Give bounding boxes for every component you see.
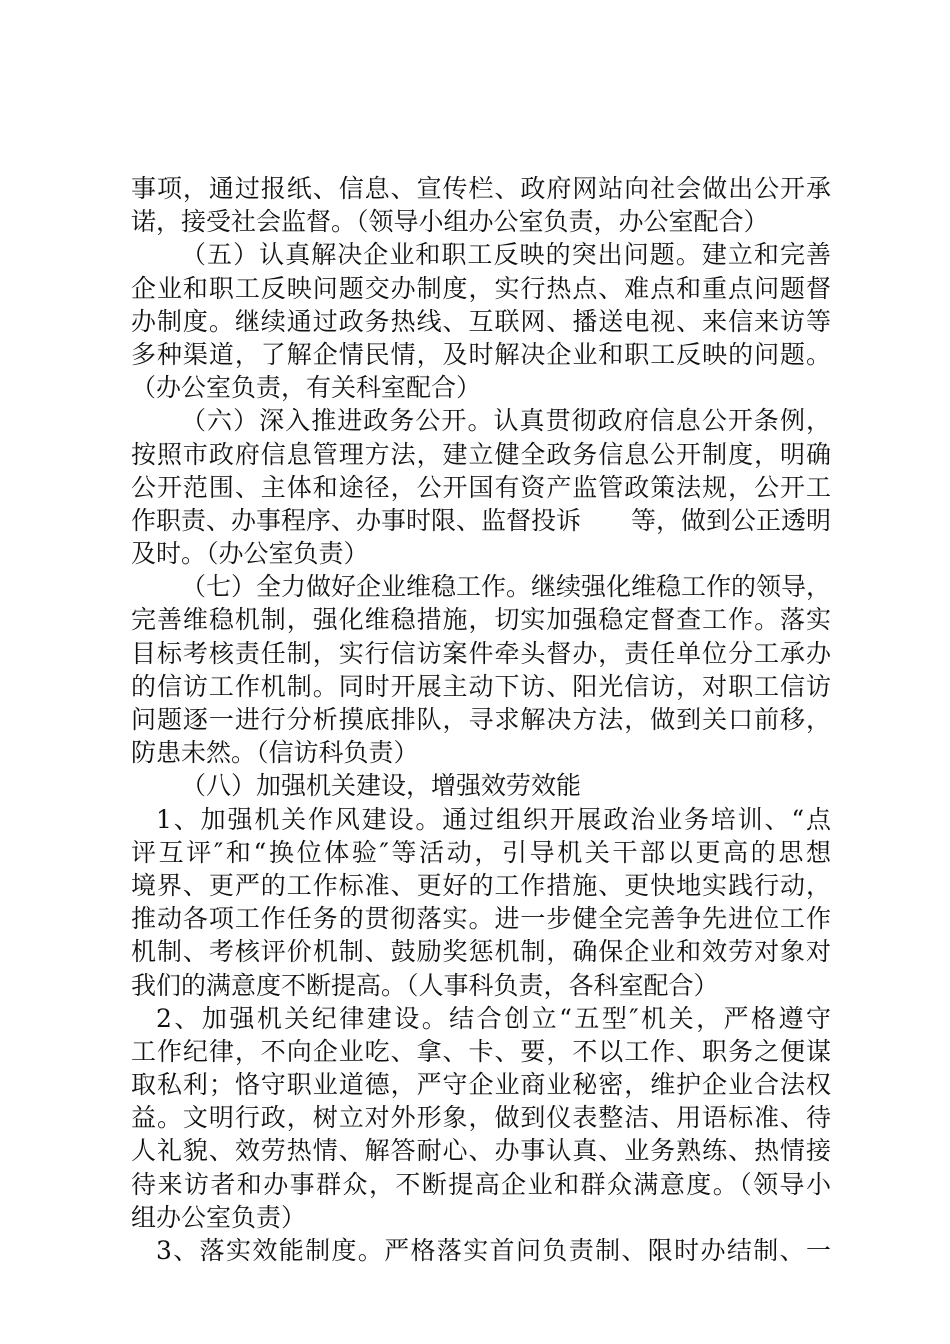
text-line: 我们的满意度不断提高。（人事科负责，各科室配合） bbox=[131, 970, 719, 1000]
text-line: 问题逐一进行分析摸底排队，寻求解决方法，做到关口前移， bbox=[131, 705, 831, 734]
text-line: 境界、更严的工作标准、更好的工作措施、更快地实践行动， bbox=[131, 870, 831, 900]
text-line: 完善维稳机制，强化维稳措施，切实加强稳定督查工作。落实 bbox=[131, 605, 831, 635]
text-line: 多种渠道，了解企情民情，及时解决企业和职工反映的问题。 bbox=[131, 339, 831, 369]
item-heading-3: 3、落实效能制度。严格落实首问负责制、限时办结制、一 bbox=[156, 1236, 831, 1265]
text-line: 按照市政府信息管理方法，建立健全政务信息公开制度，明确 bbox=[131, 439, 831, 469]
text-line: 事项，通过报纸、信息、宣传栏、政府网站向社会做出公开承 bbox=[131, 174, 831, 203]
text-line: 及时。（办公室负责） bbox=[131, 539, 369, 569]
section-heading-8: （八）加强机关建设，增强效劳效能 bbox=[181, 771, 582, 801]
text-line: 人礼貌、效劳热情、解答耐心、办事认真、业务熟练、热情接 bbox=[131, 1136, 831, 1166]
text-line: 的信访工作机制。同时开展主动下访、阳光信访，对职工信访 bbox=[131, 671, 831, 701]
text-line: 办制度。继续通过政务热线、互联网、播送电视、来信来访等 bbox=[131, 306, 831, 336]
text-line: 防患未然。（信访科负责） bbox=[131, 738, 419, 768]
text-line: 企业和职工反映问题交办制度，实行热点、难点和重点问题督 bbox=[131, 273, 831, 303]
item-heading-1: 1、加强机关作风建设。通过组织开展政治业务培训、“点 bbox=[156, 804, 831, 834]
text-line: 诺，接受社会监督。（领导小组办公室负责，办公室配合） bbox=[131, 207, 769, 237]
text-line: 待来访者和办事群众，不断提高企业和群众满意度。（领导小 bbox=[131, 1169, 831, 1199]
text-line: 取私利；恪守职业道德，严守企业商业秘密，维护企业合法权 bbox=[131, 1070, 831, 1100]
document-body bbox=[131, 172, 831, 1267]
text-line: 工作纪律，不向企业吃、拿、卡、要，不以工作、职务之便谋 bbox=[131, 1036, 831, 1066]
text-line: 机制、考核评价机制、鼓励奖惩机制，确保企业和效劳对象对 bbox=[131, 937, 831, 967]
text-line: 目标考核责任制，实行信访案件牵头督办，责任单位分工承办 bbox=[131, 638, 831, 668]
text-line: 推动各项工作任务的贯彻落实。进一步健全完善争先进位工作 bbox=[131, 904, 831, 934]
text-line: 公开范围、主体和途径，公开国有资产监管政策法规，公开工 bbox=[131, 472, 831, 502]
text-line: 益。文明行政，树立对外形象，做到仪表整洁、用语标准、待 bbox=[131, 1103, 831, 1133]
section-heading-5: （五）认真解决企业和职工反映的突出问题。建立和完善 bbox=[181, 240, 831, 270]
item-heading-2: 2、加强机关纪律建设。结合创立“五型″机关，严格遵守 bbox=[156, 1003, 831, 1033]
text-line: 组办公室负责） bbox=[131, 1202, 307, 1232]
text-line: 评互评″和“换位体验″等活动，引导机关干部以更高的思想 bbox=[131, 837, 831, 867]
text-line: 作职责、办事程序、办事时限、监督投诉 等，做到公正透明 bbox=[131, 505, 832, 535]
section-heading-7: （七）全力做好企业维稳工作。继续强化维稳工作的领导， bbox=[181, 572, 832, 602]
text-line: （办公室负责，有关科室配合） bbox=[131, 373, 482, 403]
section-heading-6: （六）深入推进政务公开。认真贯彻政府信息公开条例， bbox=[181, 406, 831, 436]
